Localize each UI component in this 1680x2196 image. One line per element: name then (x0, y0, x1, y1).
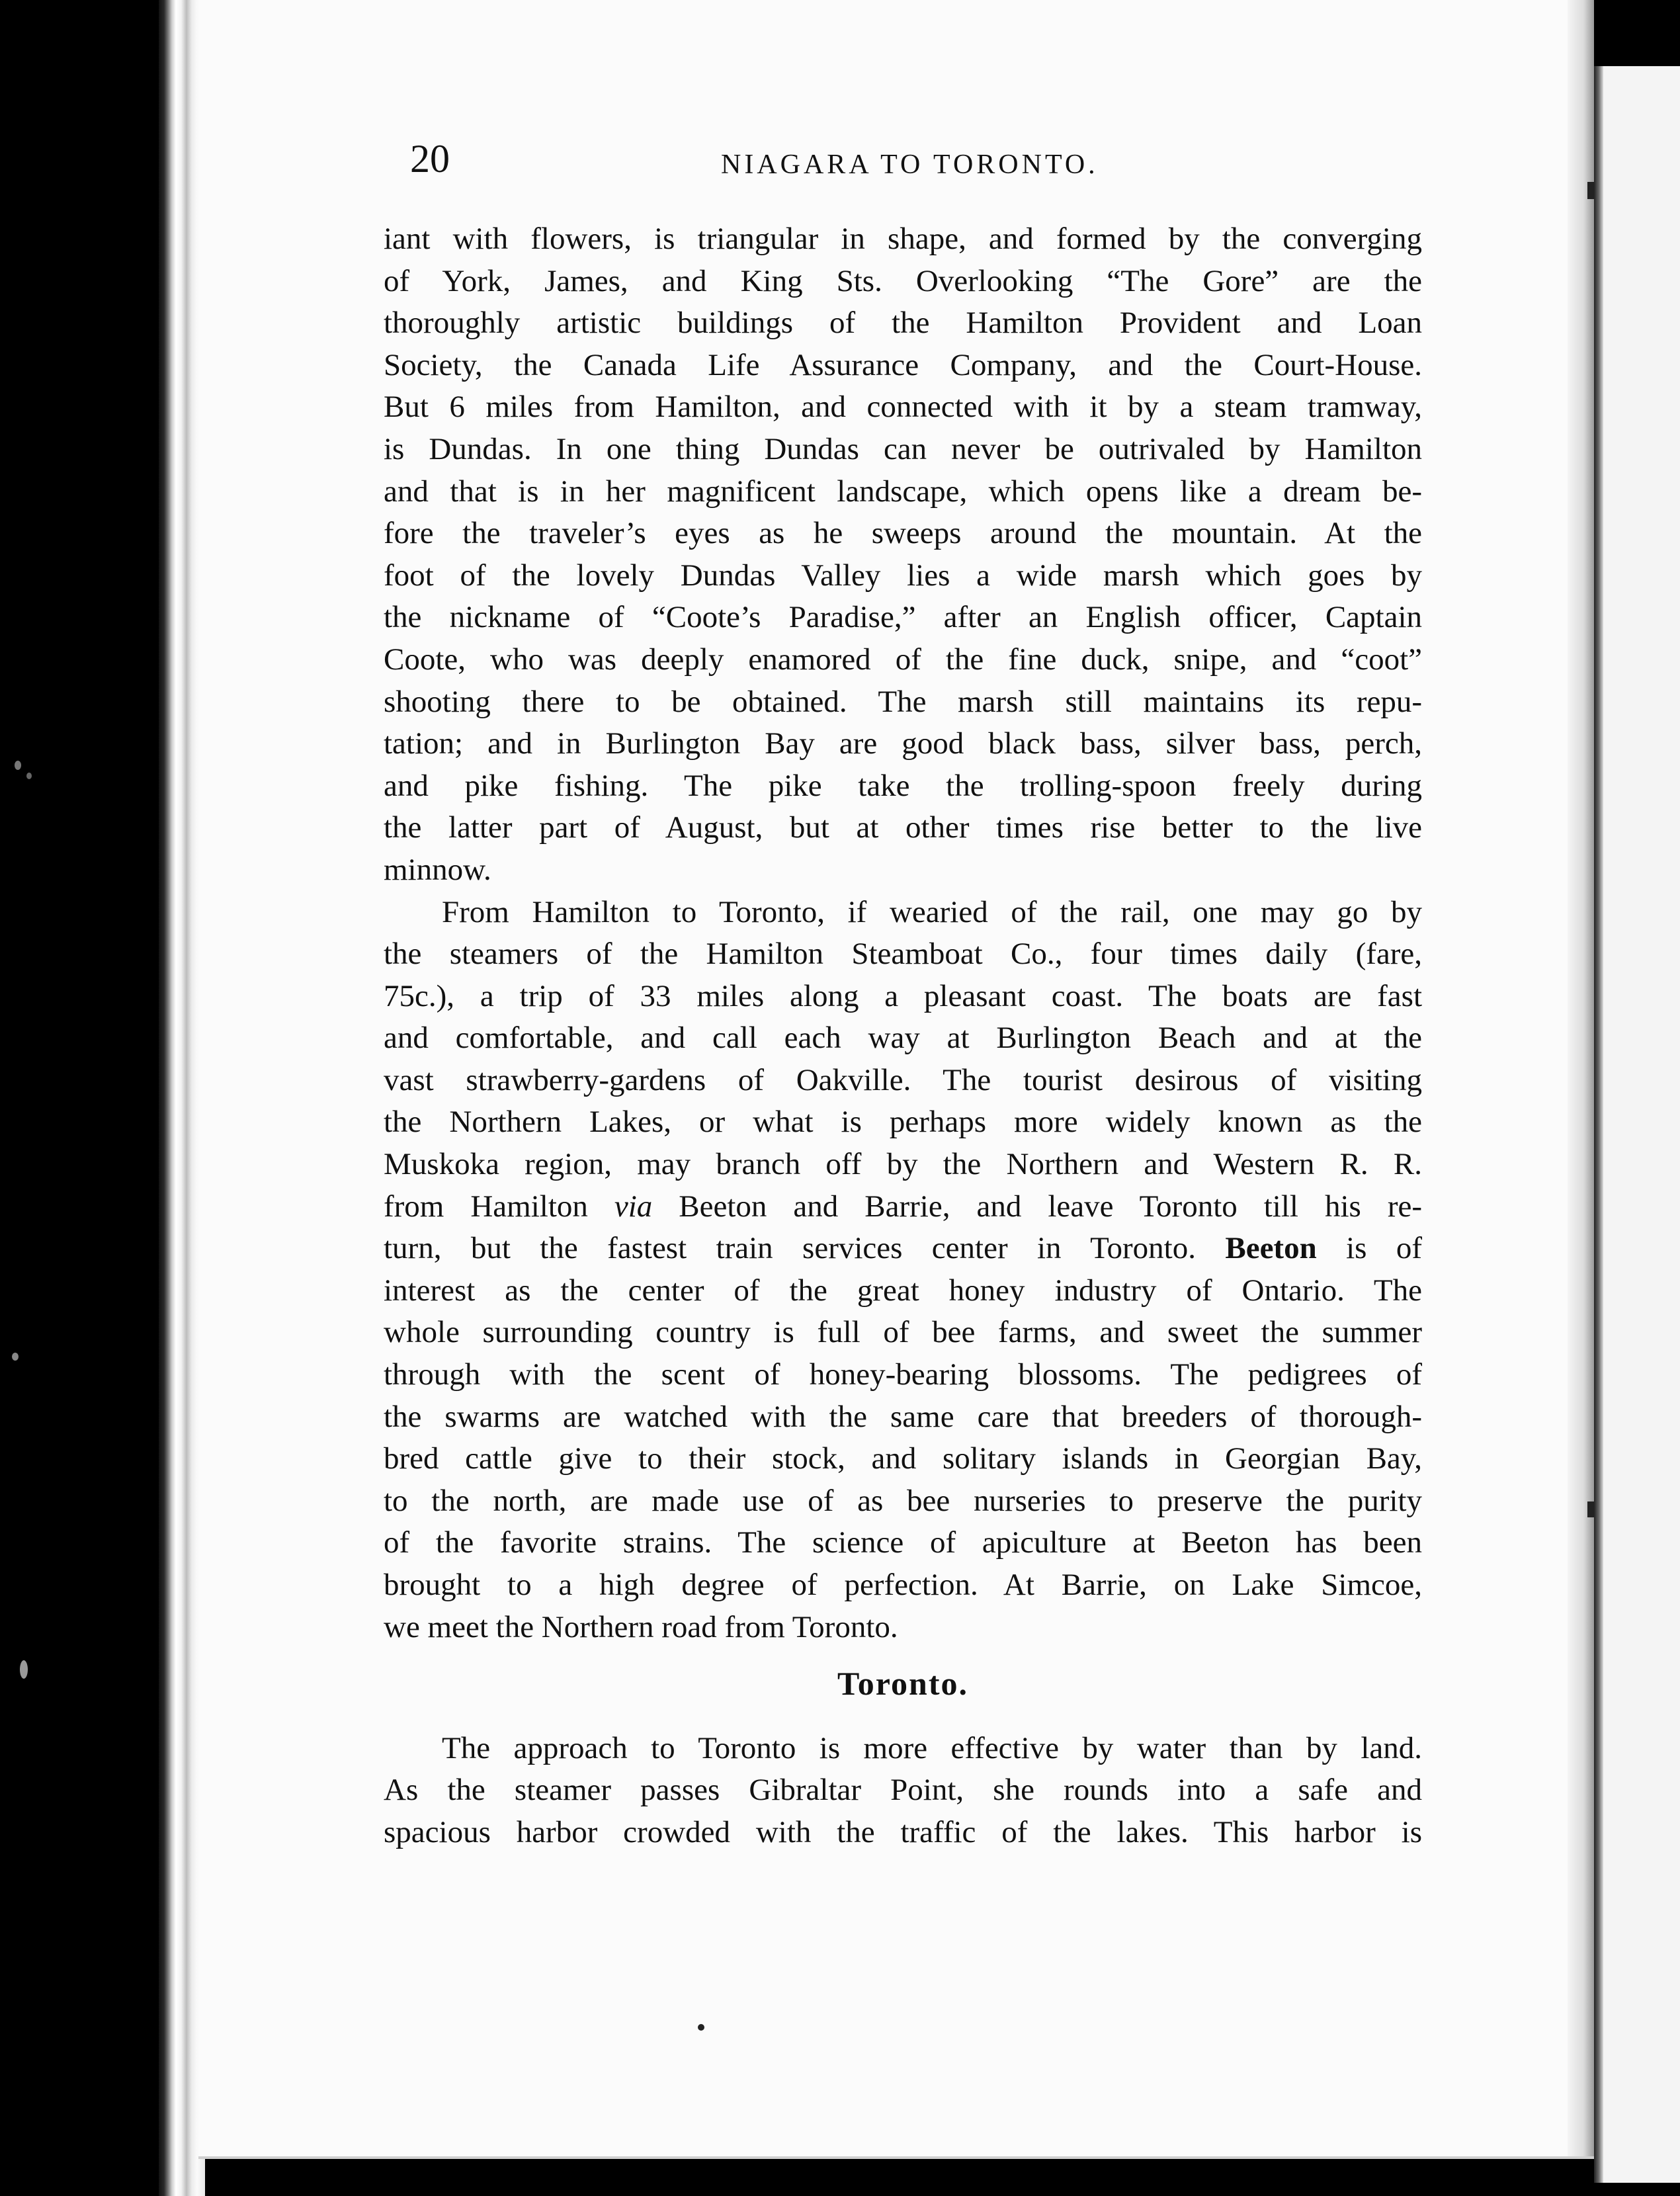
text-line: Society, the Canada Life Assurance Company, and the Court-House. (384, 347, 1422, 382)
text-line: is Dundas. In one thing Dundas can never be outrivaled by Hamilton (384, 431, 1422, 466)
text-line: 75c.), a trip of 33 miles along a pleasant coast. The boats are fast (384, 978, 1422, 1013)
text-line: we meet the Northern road from Toronto. (384, 1609, 898, 1644)
scan-speck (12, 1353, 19, 1361)
text-line: iant with flowers, is triangular in shape, and formed by the converging (384, 222, 1422, 256)
text-line: interest as the center of the great honey industry of Ontario. The (384, 1273, 1422, 1308)
text-line: of the favorite strains. The science of apiculture at Beeton has been (384, 1525, 1422, 1560)
text-line: bred cattle give to their stock, and solitary islands in Georgian Bay, (384, 1441, 1422, 1476)
text-line: the steamers of the Hamilton Steamboat Co., four times daily (fare, (384, 937, 1422, 972)
gutter-tick (1587, 1501, 1594, 1517)
text-line: tation; and in Burlington Bay are good black bass, silver bass, perch, (384, 726, 1422, 761)
text-line: But 6 miles from Hamilton, and connected with it by a steam tramway, (384, 390, 1422, 425)
page-gutter-shadow (1568, 0, 1594, 2156)
text-line: and comfortable, and call each way at Burlington Beach and at the (384, 1021, 1422, 1056)
text-run: turn, but the fastest train services center in Toronto. (384, 1231, 1226, 1266)
text-line: brought to a high degree of perfection. At Barrie, on Lake Simcoe, (384, 1568, 1422, 1602)
text-line: the swarms are watched with the same care that breeders of thorough- (384, 1399, 1422, 1434)
text-line: and pike fishing. The pike take the trolling-spoon freely during (384, 768, 1422, 803)
text-line: to the north, are made use of as bee nurseries to preserve the purity (384, 1483, 1422, 1518)
text-run: Beeton and Barrie, and leave Toronto till his re- (652, 1189, 1422, 1224)
bold-place-name: Beeton (1225, 1231, 1317, 1266)
scan-speck (26, 773, 32, 779)
adjacent-page (1594, 66, 1680, 2183)
text-line: From Hamilton to Toronto, if wearied of the rail, one may go by (442, 894, 1422, 929)
text-run: from Hamilton (384, 1189, 614, 1224)
italic-word: via (614, 1189, 653, 1224)
body-text (384, 218, 1422, 1854)
scan-speck (20, 1660, 28, 1679)
text-line: minnow. (384, 852, 491, 887)
text-line: shooting there to be obtained. The marsh still maintains its repu- (384, 684, 1422, 719)
text-line: As the steamer passes Gibraltar Point, she rounds into a safe and (384, 1773, 1422, 1808)
text-line: the nickname of “Coote’s Paradise,” after an English officer, Captain (384, 600, 1422, 635)
text-line: vast strawberry-gardens of Oakville. The tourist desirous of visiting (384, 1062, 1422, 1097)
scan-speck (15, 761, 21, 770)
adjacent-page-edge (1594, 66, 1603, 2183)
text-line: spacious harbor crowded with the traffic of the lakes. This harbor is (384, 1814, 1422, 1849)
text-line (384, 1228, 1422, 1270)
text-line (384, 1186, 1422, 1228)
text-line: Muskoka region, may branch off by the Northern and Western R. R. (384, 1147, 1422, 1182)
gutter-tick (1587, 182, 1594, 199)
text-line: of York, James, and King Sts. Overlooking “The Gore” are the (384, 263, 1422, 298)
text-line: whole surrounding country is full of bee farms, and sweet the summer (384, 1315, 1422, 1350)
text-run: is of (1316, 1231, 1423, 1266)
scan-speck (698, 2024, 704, 2031)
text-line: The approach to Toronto is more effective by water than by land. (442, 1730, 1422, 1765)
running-title: NIAGARA TO TORONTO. (721, 149, 1099, 180)
text-line: foot of the lovely Dundas Valley lies a wide marsh which goes by (384, 558, 1422, 593)
text-line: thoroughly artistic buildings of the Hamilton Provident and Loan (384, 306, 1422, 341)
section-heading: Toronto. (837, 1665, 968, 1703)
text-line: through with the scent of honey-bearing blossoms. The pedigrees of (384, 1357, 1422, 1392)
page-number: 20 (410, 137, 450, 181)
text-line: fore the traveler’s eyes as he sweeps around the mountain. At the (384, 516, 1422, 551)
text-line: and that is in her magnificent landscape, which opens like a dream be- (384, 474, 1422, 509)
page-header (410, 139, 1442, 198)
text-line: Coote, who was deeply enamored of the fine duck, snipe, and “coot” (384, 642, 1422, 677)
text-line: the Northern Lakes, or what is perhaps more widely known as the (384, 1105, 1422, 1140)
text-line: the latter part of August, but at other times rise better to the live (384, 810, 1422, 845)
